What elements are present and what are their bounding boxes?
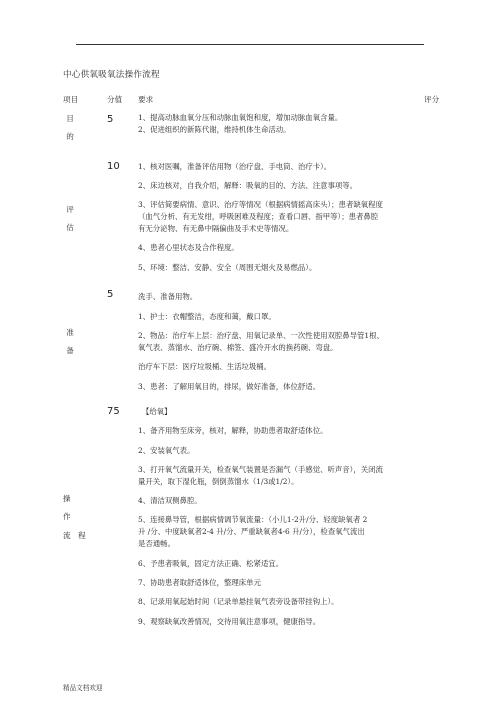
requirement-line: 6、予患者吸氧，固定方法正确、松紧适宜。 [138, 559, 284, 568]
requirement-line: 2、物品：治疗车上层：治疗盘、用氧记录单、一次性使用双腔鼻导管1根、 [138, 331, 384, 340]
section-score: 5 [107, 289, 114, 300]
requirement-line: 3、患者：了解用氧目的，排尿，做好准备，体位舒适。 [138, 382, 321, 391]
requirement-line: 2、安装氧气表。 [138, 446, 195, 455]
section-label: 目 的 [66, 114, 74, 142]
section-score: 10 [107, 161, 120, 172]
requirement-line: 9、观察缺氧改善情况，交待用氧注意事项，健康指导。 [138, 617, 321, 626]
requirement-line: 洗手、准备用物。 [138, 292, 198, 301]
requirement-line: 3、打开氧气流量开关，检查氧气装置是否漏气（手感觉、听声音），关闭流 [138, 465, 383, 474]
requirement-line: 7、协助患者取舒适体位，整理床单元 [138, 578, 261, 587]
footer-text: 精品文档欢迎 [63, 684, 103, 692]
header-score: 分值 [107, 95, 123, 104]
header-grade: 评分 [424, 95, 440, 104]
requirement-line: 5、环境：整洁、安静、安全（周围无烟火及易燃品）。 [138, 263, 317, 272]
requirement-line: 4、清洁双侧鼻腔。 [138, 496, 202, 505]
requirement-line: （血气分析、有无发绀，呼吸困难及程度；查看口唇、指甲等）；患者鼻腔 [138, 212, 379, 221]
requirement-line: 3、评估简要病情、意识、治疗等情况（根据病情摇高床头）；患者缺氧程度 [138, 200, 383, 209]
requirement-line: 量开关，取下湿化瓶，倒倒蒸馏水（1/3或1/2）。 [138, 477, 299, 486]
section-label: 准 备 [66, 328, 74, 356]
section-score: 75 [107, 406, 120, 417]
requirement-line: 【给氧】 [142, 407, 172, 416]
requirement-line: 2、促进组织的新陈代谢，维持机体生命活动。 [138, 125, 291, 134]
section-score: 5 [107, 114, 114, 125]
requirement-line: 是否通畅。 [138, 539, 175, 548]
requirement-line: 1、护士：衣帽整洁，态度和蔼，戴口罩。 [138, 312, 276, 321]
section-label: 操 作 流 程 [63, 494, 86, 540]
header-item: 项目 [63, 95, 79, 104]
header-requirement: 要求 [138, 95, 154, 104]
requirement-line: 升 /分、中度缺氧者2-4 升/分、严重缺氧者4-6 升/分），检查氧气流出 [138, 527, 365, 536]
requirement-line: 氧气表、蒸馏水、治疗碗、棉签、盛冷开水的换药碗、弯盘。 [138, 343, 338, 352]
section-label: 评 估 [66, 205, 74, 233]
requirement-line: 4、患者心里状态及合作程度。 [138, 243, 239, 252]
document-title: 中心供氧吸氧法操作流程 [63, 70, 160, 80]
requirement-line: 1、核对医嘱，准备评估用物（治疗盘、手电筒、治疗卡）。 [138, 162, 332, 171]
requirement-line: 8、记录用氧起始时间（记录单悬挂氧气表旁设备带挂钩上）。 [138, 597, 339, 606]
requirement-line: 1、备齐用物至床旁，核对，解释，协助患者取舒适体位。 [138, 426, 328, 435]
requirement-line: 5、连接鼻导管，根据病情调节氧流量：（小儿1-2升/分、轻度缺氧者 2 [138, 515, 368, 524]
requirement-line: 1、提高动脉血氧分压和动脉血氧饱和度，增加动脉血氧含量。 [138, 113, 343, 122]
top-rule [76, 44, 424, 45]
requirement-line: 有无分泌物、有无鼻中隔偏曲及手术史等情况。 [138, 224, 294, 233]
requirement-line: 治疗车下层：医疗垃圾桶、生活垃圾桶。 [138, 362, 272, 371]
requirement-line: 2、床边核对，自我介绍，解释：吸氧的目的、方法、注意事项等。 [138, 181, 358, 190]
